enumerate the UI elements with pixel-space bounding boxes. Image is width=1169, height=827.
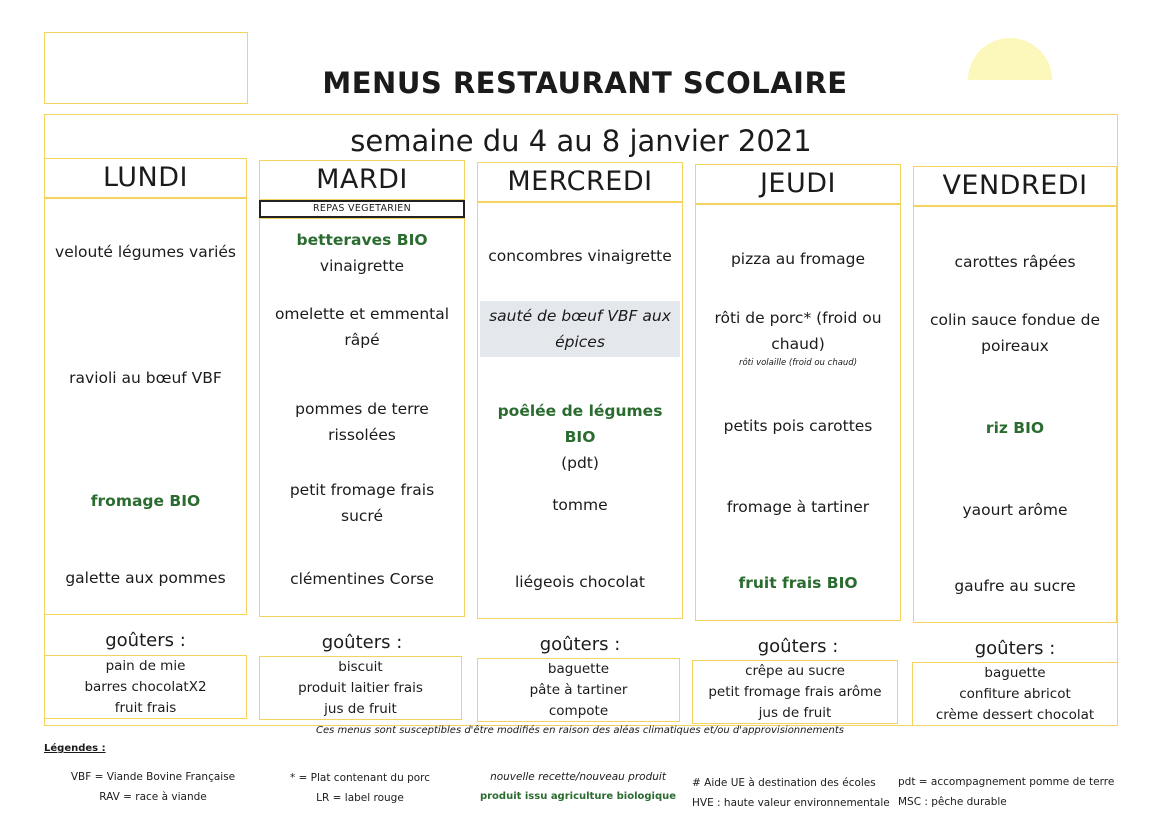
legend-item: * = Plat contenant du porc [289, 772, 431, 784]
snack-item: petit fromage frais arôme [708, 684, 882, 700]
dish-starter: carottes râpées [954, 253, 1076, 271]
snack-item: pâte à tartiner [529, 682, 628, 698]
snack-box-lundi [44, 655, 247, 719]
snack-title-jeudi: goûters : [757, 636, 839, 657]
dish-line: betteraves BIO [296, 231, 428, 249]
week-title: semaine du 4 au 8 janvier 2021 [350, 124, 812, 158]
dish-main [696, 305, 900, 369]
dish-side: riz BIO [985, 419, 1045, 437]
menu-column-jeudi [695, 204, 901, 621]
legend-title: Légendes : [44, 743, 106, 754]
snack-item: jus de fruit [758, 705, 832, 721]
day-header-lundi: LUNDI [44, 158, 247, 198]
dish-cheese [260, 477, 464, 529]
dish-main: ravioli au bœuf VBF [69, 369, 222, 387]
dish-line: omelette et emmental [274, 305, 450, 323]
snack-title-lundi: goûters : [105, 630, 186, 651]
legend-item: # Aide UE à destination des écoles [692, 777, 876, 789]
legend-item: MSC : pêche durable [898, 796, 1007, 808]
dish-starter: concombres vinaigrette [488, 247, 672, 265]
day-header-jeudi: JEUDI [695, 164, 901, 204]
legend-group-1 [68, 767, 238, 807]
legend-group-5 [898, 772, 1138, 812]
dish-side: petits pois carottes [723, 417, 873, 435]
snack-item: compote [548, 703, 609, 719]
snack-item: barres chocolatX2 [84, 679, 207, 695]
dish-line: petit fromage frais [289, 481, 435, 499]
dish-main [478, 301, 682, 357]
dish-line: épices [555, 333, 605, 351]
dish-starter: pizza au fromage [730, 250, 866, 268]
dish-line: poêlée de légumes BIO [497, 402, 663, 446]
snack-box-mercredi [477, 658, 680, 722]
dish-dessert: galette aux pommes [65, 569, 226, 587]
snack-item: baguette [984, 665, 1046, 681]
dish-cheese: fromage à tartiner [726, 498, 870, 516]
disclaimer-note: Ces menus sont susceptibles d'être modifiés en raison des aléas climatiques et/ou d'approvisionnements [315, 725, 845, 736]
day-header-mardi: MARDI [259, 160, 465, 200]
dish-dessert: clémentines Corse [290, 570, 434, 588]
dish-line: colin sauce fondue de [929, 311, 1100, 329]
dish-dessert: gaufre au sucre [954, 577, 1076, 595]
dish-cheese: tomme [552, 496, 608, 514]
dish-cheese: fromage BIO [90, 492, 201, 510]
snack-title-mardi: goûters : [321, 632, 403, 653]
day-header-mercredi: MERCREDI [477, 162, 683, 202]
dish-line: sauté de bœuf VBF aux [489, 307, 671, 325]
dish-line: pommes de terre [295, 400, 429, 418]
vegetarian-badge: REPAS VEGETARIEN [259, 200, 465, 218]
snack-item: jus de fruit [324, 701, 397, 717]
dish-side [478, 398, 682, 476]
snack-item: crème dessert chocolat [935, 707, 1095, 723]
snack-box-jeudi [692, 660, 898, 724]
legend-group-4 [692, 773, 892, 813]
dish-dessert: liégeois chocolat [514, 573, 646, 591]
dish-dessert: fruit frais BIO [738, 574, 858, 592]
logo-placeholder-box [44, 32, 248, 104]
snack-item: baguette [547, 661, 610, 677]
legend-group-2 [285, 768, 435, 808]
dish-line: râpé [344, 331, 380, 349]
page-title: MENUS RESTAURANT SCOLAIRE [322, 66, 848, 100]
dish-cheese: yaourt arôme [962, 501, 1068, 519]
legend-item: pdt = accompagnement pomme de terre [898, 776, 1115, 788]
dish-line: (pdt) [561, 454, 599, 472]
menu-column-mardi [259, 218, 465, 617]
legend-item: nouvelle recette/nouveau produit [490, 771, 666, 783]
dish-main [914, 307, 1116, 359]
snack-box-mardi [259, 656, 462, 720]
legend-item: produit issu agriculture biologique [479, 791, 677, 802]
dish-starter [260, 227, 464, 279]
sun-logo [968, 38, 1052, 80]
legend-item: VBF = Viande Bovine Française [70, 771, 236, 783]
legend-item: RAV = race à viande [99, 791, 207, 803]
dish-main [260, 301, 464, 353]
dish-line: rôti de porc* (froid ou [714, 309, 882, 327]
dish-line: poireaux [981, 337, 1049, 355]
menu-column-mercredi [477, 202, 683, 619]
day-header-vendredi: VENDREDI [913, 166, 1117, 206]
snack-item: pain de mie [105, 658, 186, 674]
legend-item: LR = label rouge [316, 792, 404, 804]
dish-line: vinaigrette [319, 257, 405, 275]
menu-column-vendredi [913, 206, 1117, 623]
dish-side [260, 396, 464, 448]
snack-item: fruit frais [114, 700, 177, 716]
snack-item: produit laitier frais [298, 680, 423, 696]
snack-item: crêpe au sucre [745, 663, 845, 679]
dish-line: rissolées [328, 426, 396, 444]
legend-group-3 [478, 767, 678, 807]
snack-title-mercredi: goûters : [539, 634, 621, 655]
new-recipe-highlight [480, 301, 680, 357]
snack-title-vendredi: goûters : [974, 638, 1056, 659]
snack-item: confiture abricot [959, 686, 1071, 702]
dish-line: sucré [341, 507, 383, 525]
dish-alternative-note: rôti volaille (froid ou chaud) [738, 358, 858, 368]
snack-box-vendredi [912, 662, 1118, 726]
snack-item: biscuit [338, 659, 383, 675]
menu-column-lundi [44, 198, 247, 615]
legend-item: HVE : haute valeur environnementale [692, 797, 890, 809]
dish-starter: velouté légumes variés [55, 243, 236, 261]
dish-line: chaud) [771, 335, 825, 353]
